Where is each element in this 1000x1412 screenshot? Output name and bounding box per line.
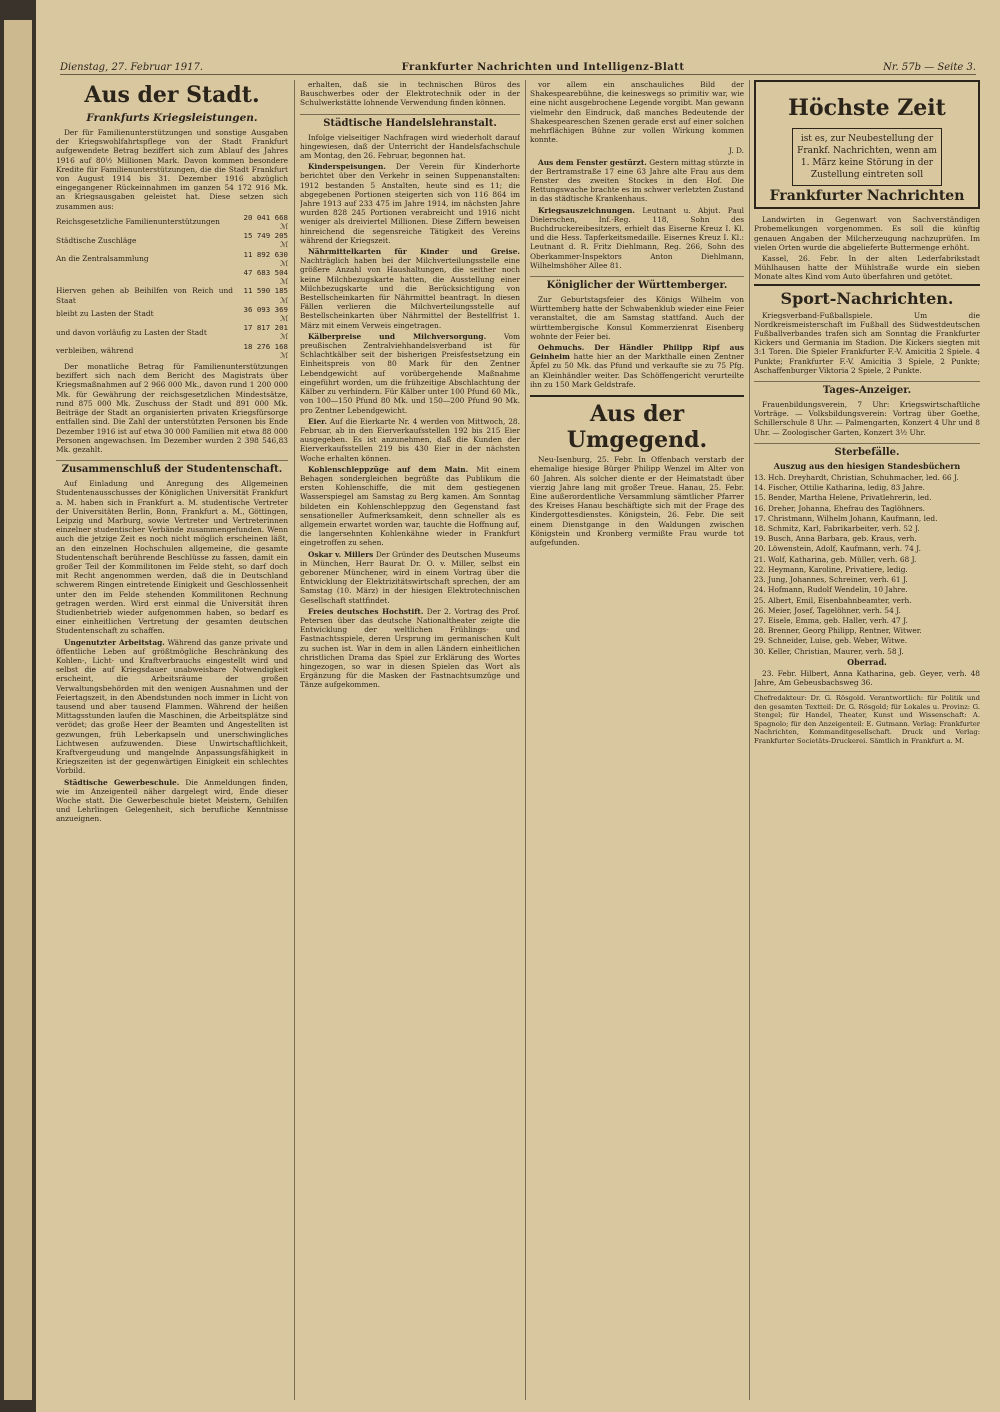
death-entry: 19. Busch, Anna Barbara, geb. Kraus, verh.	[768, 534, 980, 543]
column-2	[300, 80, 520, 1400]
imprint: Chefredakteur: Dr. G. Rösgold. Verantwortlich: für Politik und den gesamten Textteil: Dr. G. Rösgold; für Lokales u. Provinz: G. Stengel; für Handel, Theater, Kunst und Wissenschaft: A. Spagnolo; für den Anzeigenteil: E. Gutmann. Verlag: Frankfurter Nachrichten, Kommanditgesellschaft. Druck und Verlag: Frankfurter Societäts-Druckerei. Sämtlich in Frankfurt a. M.	[754, 691, 980, 745]
figures-label: Reichsgesetzliche Familienunterstützungen	[56, 217, 220, 227]
article-text: Zur Geburtstagsfeier des Königs Wilhelm von Württemberg hatte der Schwabenklub wieder eine Feier veranstaltet, die am Samstag stattfand. Auch der württembergische Konsul Kommerzienrat Eisenberg wohnte der Feier bei.	[530, 295, 744, 341]
figures-label: Hierven gehen ab Beihilfen von Reich und Staat	[56, 286, 234, 305]
figures-row	[56, 305, 288, 323]
article-text: Kriegsauszeichnungen. Leutnant u. Abjut. Paul Dielerschen, Inf.-Reg. 118, Sohn des Buchdruckereibesitzers, erhielt das Eiserne Kreuz I. Kl. und die Hess. Tapferkeitsmedaille. Eisernes Kreuz I. Kl.: Leutnant d. R. Fritz Diehlmann, Reg. 266, Sohn des Oberkammer-Inspektors Anton Diehlmann, Wilhelmshöher Allee 81.	[530, 205, 744, 270]
death-entry: 15. Bender, Martha Helene, Privatlehrerin, led.	[768, 493, 980, 502]
article-text: Kassel, 26. Febr. In der alten Lederfabrikstadt Mühlhausen hatte der Mühlstraße wurde ein sieben Monate altes Kind vom Auto überfahren und getötet.	[754, 254, 980, 282]
figures-label	[56, 268, 233, 286]
newspaper-page	[36, 0, 1000, 1412]
figures-row	[56, 286, 288, 304]
header-date: Dienstag, 27. Februar 1917.	[60, 61, 204, 73]
column-rule	[525, 80, 526, 1400]
page-header	[60, 60, 976, 75]
figures-value: 11 590 185 ℳ	[243, 286, 288, 305]
figures-row	[56, 342, 288, 360]
figures-value: 11 892 630 ℳ	[243, 249, 288, 268]
subscription-ad-box	[754, 80, 980, 209]
previous-page-edge	[4, 20, 32, 1400]
figures-label: verbleiben, während	[56, 346, 134, 356]
article-text: erhalten, daß sie in technischen Büros des Bauschwerbes oder der Elektrotechnik oder in der Schulwerkstätte lohnende Verwendung finden können.	[300, 80, 520, 108]
article-title-handels: Städtische Handelslehranstalt.	[300, 114, 520, 130]
figures-value: 47 683 504 ℳ	[243, 268, 288, 287]
figures-row	[56, 231, 288, 249]
article-title-studenten: Zusammenschluß der Studentenschaft.	[56, 460, 288, 476]
death-entry: 24. Hofmann, Rudolf Wendelin, 10 Jahre.	[768, 585, 980, 594]
column-3	[530, 80, 744, 1400]
figures-label: Städtische Zuschläge	[56, 235, 137, 245]
death-entry: 22. Heymann, Karoline, Privatiere, ledig.	[768, 565, 980, 574]
death-entry: 17. Christmann, Wilhelm Johann, Kaufmann, led.	[768, 514, 980, 523]
book-gutter	[0, 0, 36, 1412]
article-heading: Ungenutzter Arbeitstag.	[64, 637, 165, 647]
article-heading: Oskar v. Millers	[308, 549, 374, 559]
figures-value: 17 817 201 ℳ	[243, 323, 288, 342]
death-entry: 23. Febr. Hilbert, Anna Katharina, geb. Geyer, verh. 48 Jahre, Am Gebeusbachsweg 36.	[754, 668, 980, 688]
column-rule	[294, 80, 295, 1400]
article-heading: Städtische Gewerbeschule.	[64, 777, 180, 787]
article-title-wuerttemberg: Königlicher der Württemberger.	[530, 276, 744, 292]
death-entry: 28. Brenner, Georg Philipp, Rentner, Witwer.	[768, 626, 980, 635]
figures-value: 36 093 369 ℳ	[243, 304, 288, 324]
article-text: Nährmittelkarten für Kinder und Greise. Nachträglich haben bei der Milchverteilungsstelle eine größere Anzahl von Haushaltungen, die seither noch keine Milchbezugskarte hatten, die Ausstellung einer Milchbezugskarte und die Berücksichtigung von Bestellscheinkarten für Nährmittel beantragt. In diesen Fällen verlieren die Milchverteilungsstelle auf Bestellscheinkarten über Nährmittel der Bestellfrist 1. März mit einem Verweis eingetragen.	[300, 247, 520, 330]
death-entry: 14. Fischer, Ottilie Katharina, ledig, 83 Jahre.	[768, 483, 980, 492]
death-entry: 18. Schmitz, Karl, Fabrikarbeiter, verh. 52 J.	[768, 524, 980, 533]
article-text: Der für Familienunterstützungen und sonstige Ausgaben der Kriegswohlfahrtspflege von der Stadt Frankfurt aufgewendete Betrag beziffert sich zum Ablauf des Jahres 1916 auf 80½ Millionen Mark. Davon kommen besondere Kredite für Familienunterstützungen, die die Stadt Frankfurt von August 1914 bis 31. Dezember 1916 abzüglich eingegangener Rückeinnahmen im ganzen 54 172 916 Mk. an Kriegsausgaben geleistet hat. Diese setzen sich zusammen aus:	[56, 128, 288, 211]
ad-headline: Höchste Zeit	[788, 95, 946, 121]
article-text: Kriegsverband-Fußballspiele. Um die Nordkreismeisterschaft im Fußball des Südwestdeutschen Fußballverbandes trafen sich am Sonntag die Frankfurter Kickers und Germania im Stadion. Die Kickers siegten mit 3:1 Toren. Die Spieler Frankfurter F.-V. Amicitia 2 Spiele. 4 Punkte; Frankfurter F.-V. Amicitia 3 Spiele, 2 Punkte; Aschaffenburger Viktoria 2 Spiele, 2 Punkte.	[754, 310, 980, 375]
article-heading: Eier.	[308, 416, 327, 426]
article-text: Kinderspeisungen. Der Verein für Kinderhorte berichtet über den Verkehr in seinen Suppenanstalten: 1912 bestanden 5 Anstalten, heute sind es 11; die abgegebenen Portionen steigerten sich von 116 864 im Jahre 1913 auf 233 475 im Jahre 1914, im nächsten Jahre wurden 828 245 Portionen verabreicht und 1916 nicht weniger als dreiviertel Millionen. Diese Ziffern beweisen hinreichend die segensreiche Tätigkeit des Vereins während der Kriegszeit.	[300, 162, 520, 245]
article-heading: Kohlenschleppzüge auf dem Main.	[308, 464, 469, 474]
death-entry: 23. Jung, Johannes, Schreiner, verh. 61 J.	[768, 575, 980, 584]
article-heading: Freies deutsches Hochstift.	[308, 606, 424, 616]
article-text: Landwirten in Gegenwart von Sachverständigen Probemelkungen vorgenommen. Es soll die künftig genauen Angaben der Milcherzeugung nachzuprüfen. Im vielen Orten wurde die abgelieferte Buttermenge erhöht.	[754, 215, 980, 252]
oberrad-heading: Oberrad.	[847, 656, 887, 667]
article-text: Kohlenschleppzüge auf dem Main. Mit einem Behagen sondergleichen begrüßte das Publikum die ersten Kohlenschiffe, die mit dem gestiegenen Wasserspiegel am Samstag zu Berg kamen. Am Sonntag bildeten ein Kohlenschleppzug den Gegenstand fast sensationeller Aufmerksamkeit, denn schneller als es allgemein erwartet worden war, tauchte die Hoffnung auf, die langersehnten Kohlenkähne wieder in Frankfurt eingetroffen zu sehen.	[300, 464, 520, 548]
figures-row	[56, 213, 288, 231]
article-text: Auf Einladung und Anregung des Allgemeinen Studentenausschusses der Königlichen Universität Frankfurt a. M. haben sich in Frankfurt a. M. studentische Vertreter der Universitäten Berlin, Bonn, Frankfurt a. M., Göttingen, Leipzig und Marburg, sowie Vertreter und Vertreterinnen einzelner studentischer Verbände zusammengefunden. Wenn auch die jetzige Zeit es noch nicht möglich erscheinen läßt, an den einzelnen Hochschulen allgemeine, die gesamte Studentenschaft berührende Beschlüsse zu fassen, damit ein großer Teil der Kommilitonen im Felde steht, so darf doch mit Recht angenommen werden, daß die in Deutschland schwerem Ringen eintretende Einigkeit und Geschlossenheit unter den im Felde stehenden Kommilitonen Rechnung getragen werden. Wird erst einmal die Universität ihren Studienbetrieb wieder aufgenommen haben, so bedarf es einer einheitlichen Vertretung der gesamten deutschen Studentenschaft zu schaffen.	[56, 479, 288, 636]
article-heading: Kälberpreise und Milchversorgung.	[308, 331, 487, 341]
article-text: vor allem ein anschauliches Bild der Shakespearebühne, die keineswegs so primitiv war, wie eine nicht ausgebrochene Legende vorgibt. Man gewann vielmehr den Eindruck, daß manches Bedeutende der Shakespeareschen Szenen gerade erst auf einer solchen mehrflächigen Bühne zur vollen Wirkung kommen konnte.	[530, 80, 744, 145]
article-text: Der monatliche Betrag für Familienunterstützungen beziffert sich nach dem Bericht des Magistrats über Kriegsmaßnahmen auf 2 966 000 Mk., davon rund 1 200 000 Mk. für Gewährung der reichsgesetzlichen Mindestsätze, rund 875 000 Mk. Zuschuss der Stadt und 891 000 Mk. Beiträge der Stadt an organisierten privaten Kriegsfürsorge entfallen sind. Die Zahl der unterstützten Personen bis Ende Dezember 1916 ist auf etwa 30 000 Familien mit etwa 88 000 Personen angewachsen. Im Dezember wurden 2 398 546,83 Mk. gezahlt.	[56, 362, 288, 454]
ad-brand: Frankfurter Nachrichten	[769, 188, 965, 204]
figures-row	[56, 268, 288, 286]
figures-label: An die Zentralsammlung	[56, 254, 149, 264]
article-text: Aus dem Fenster gestürzt. Gestern mittag stürzte in der Bertramstraße 17 eine 63 Jahre alte Frau aus dem Fenster des zweiten Stockes in den Hof. Die Rettungswache brachte es im schwer verletzten Zustand in das städtische Krankenhaus.	[530, 157, 744, 204]
death-list	[754, 473, 980, 656]
death-entry: 13. Hch. Dreyhardt, Christian, Schuhmacher, led. 66 J.	[768, 473, 980, 482]
section-title-sterbefaelle: Sterbefälle.	[754, 443, 980, 459]
article-text: Freies deutsches Hochstift. Der 2. Vortrag des Prof. Petersen über das deutsche Nationaltheater zeigte die Entwicklung der weltlichen Frühlings- und Fastnachtsspiele, deren Ursprung im germanischen Kult zu suchen ist. War in dem in allen Ländern einheitlichen christlichen Drama das Spiel zur Erklärung des Wortes hingezogen, so war in diesen Spielen das Wort als Ergänzung für die Masken der Fastnachtsumzüge und Tänze aufgekommen.	[300, 606, 520, 690]
section-title-sport: Sport-Nachrichten.	[754, 284, 980, 309]
article-text: Oskar v. Millers Der Gründer des Deutschen Museums in München, Herr Baurat Dr. O. v. Miller, selbst ein geborener Münchener, wird in einem Vortrag über die Entwicklung der Elektrizitätswirtschaft sprechen, der am Samstag (10. März) in der hiesigen Elektrotechnischen Gesellschaft stattfindet.	[300, 549, 520, 605]
article-signature: J. D.	[728, 146, 744, 156]
column-rule	[749, 80, 750, 1400]
article-heading: Aus dem Fenster gestürzt.	[538, 157, 647, 167]
death-entry: 25. Albert, Emil, Eisenbahnbeamter, verh.	[768, 596, 980, 605]
section-title-umgegend: Aus der Umgegend.	[530, 395, 744, 453]
figures-value: 15 749 205 ℳ	[243, 231, 288, 250]
death-entry: 27. Eisele, Emma, geb. Haller, verh. 47 J.	[768, 616, 980, 625]
figures-label: und davon vorläufig zu Lasten der Stadt	[56, 327, 207, 337]
header-issue: Nr. 57b — Seite 3.	[883, 61, 976, 73]
section-title-tages: Tages-Anzeiger.	[754, 381, 980, 397]
article-heading: Kriegsauszeichnungen.	[538, 205, 635, 215]
section-title-stadt: Aus der Stadt.	[84, 82, 260, 108]
death-entry: 29. Schneider, Luise, geb. Weber, Witwe.	[768, 636, 980, 645]
figures-value: 18 276 168 ℳ	[243, 341, 288, 360]
figures-table	[56, 213, 288, 360]
death-entry: 26. Meier, Josef, Tagelöhner, verh. 54 J.	[768, 606, 980, 615]
article-title-kriegsleistungen: Frankfurts Kriegsleistungen.	[86, 112, 258, 124]
figures-value: 20 041 668 ℳ	[243, 212, 288, 232]
death-entry: 16. Dreher, Johanna, Ehefrau des Taglöhners.	[768, 504, 980, 513]
article-text: Kälberpreise und Milchversorgung. Vom preußischen Zentralviehhandelsverband ist für Schlachtkälber seit der bisherigen Preisfestsetzung ein Einheitspreis von 80 Mark für den Zentner Lebendgewicht auf vorübergehende Maßnahme eingeführt worden, um die frühzeitige Abschlachtung der Kälber zu verhindern. Für Kälber unter 100 Pfund 60 Mk., von 100—150 Pfund 80 Mk. und 150—200 Pfund 90 Mk. pro Zentner Lebendgewicht.	[300, 331, 520, 415]
article-text: Städtische Gewerbeschule. Die Anmeldungen finden, wie im Anzeigenteil näher dargelegt wird, Ende dieser Woche statt. Die Gewerbeschule bietet Meistern, Gehilfen und Lehrlingen Gelegenheit, sich berufliche Kenntnisse anzueignen.	[56, 777, 288, 824]
article-text: Neu-Isenburg, 25. Febr. In Offenbach verstarb der ehemalige hiesige Bürger Philipp Wenzel im Alter von 60 Jahren. Als solcher diente er der Heimatstadt über vierzig Jahre lang mit großer Treue. Hanau, 25. Febr. Eine außerordentliche Versammlung sämtlicher Pfarrer des Kreises Hanau beschäftigte sich mit der Frage des Kindergottesdienstes. Königstein, 26. Febr. Die seit einem Dienstgange in den Waldungen zwischen Königstein und Kronberg vermißte Frau wurde tot aufgefunden.	[530, 455, 744, 547]
article-text: Eier. Auf die Eierkarte Nr. 4 werden von Mittwoch, 28. Februar, ab in den Eierverkaufsstellen 192 bis 215 Eier ausgegeben. Es ist anzunehmen, daß die Kunden der Eierverkaufsstellen 219 bis 430 Eier in der nächsten Woche erhalten können.	[300, 416, 520, 463]
article-heading: Kinderspeisungen.	[308, 162, 386, 172]
column-4	[754, 80, 980, 1400]
article-text: Infolge vielseitiger Nachfragen wird wiederholt darauf hingewiesen, daß der Unterricht der Handelsfachschule am Montag, den 26. Februar, begonnen hat.	[300, 132, 520, 161]
death-entry: 20. Löwenstein, Adolf, Kaufmann, verh. 74 J.	[768, 544, 980, 553]
death-entry: 30. Keller, Christian, Maurer, verh. 58 J.	[768, 647, 980, 656]
article-heading: Nährmittelkarten für Kinder und Greise.	[308, 247, 520, 257]
figures-row	[56, 250, 288, 268]
column-1	[56, 80, 288, 1400]
figures-row	[56, 323, 288, 341]
article-text: Ungenutzter Arbeitstag. Während das ganze private und öffentliche Leben auf größtmögliche Beschränkung des Kohlen-, Licht- und Kraftverbrauchs eingestellt wird und selbst die auf Kriegsdauer unabweisbare Notwendigkeit erscheint, die Arbeitsräume der großen Verwaltungsbehörden mit den wenigen Ausnahmen und der Feiertagszeit, in den Abendstunden noch immer in Licht von tausend und aber tausend Flammen. Während der heißen Mittagsstunden laufen die Maschinen, die Arbeitsplätze sind verödet; das große Heer der Beamten und Angestellten ist gezwungen, früh Leberkapseln und unerschwingliches Lichtwesen aufzuwenden. Diese Unwirtschaftlichkeit, Kraftvergeudung und mangelnde Anpassungsfähigkeit in Kriegszeiten ist der gegenwärtigen Einigkeit ein schlechtes Vorbild.	[56, 637, 288, 776]
article-text: Oehmuchs. Der Händler Philipp Ripf aus Geinheim hatte hier an der Markthalle einen Zentner Äpfel zu 50 Mk. das Pfund und verkaufte sie zu 75 Pfg. an Kleinhändler weiter. Das Schöffengericht verurteilte ihn zu 150 Mark Geldstrafe.	[530, 343, 744, 389]
death-entry: 21. Wolf, Katharina, geb. Müller, verh. 68 J.	[768, 555, 980, 564]
article-text: Frauenbildungsverein, 7 Uhr: Kriegswirtschaftliche Vorträge. — Volksbildungsverein: Vortrag über Goethe, Schillerschule 8 Uhr. — Palmengarten, Konzert 4 Uhr und 8 Uhr. — Zoologischer Garten, Konzert 3½ Uhr.	[754, 400, 980, 437]
article-heading: Oehmuchs. Der Händler Philipp Ripf aus Geinheim	[530, 343, 744, 362]
sterbefaelle-subtitle: Auszug aus den hiesigen Standesbüchern	[773, 460, 961, 471]
ad-text: ist es, zur Neubestellung der Frankf. Nachrichten, wenn am 1. März keine Störung in der Zustellung eintreten soll	[792, 128, 942, 186]
figures-label: bleibt zu Lasten der Stadt	[56, 309, 154, 319]
header-paper-name: Frankfurter Nachrichten und Intelligenz-Blatt	[401, 61, 685, 73]
